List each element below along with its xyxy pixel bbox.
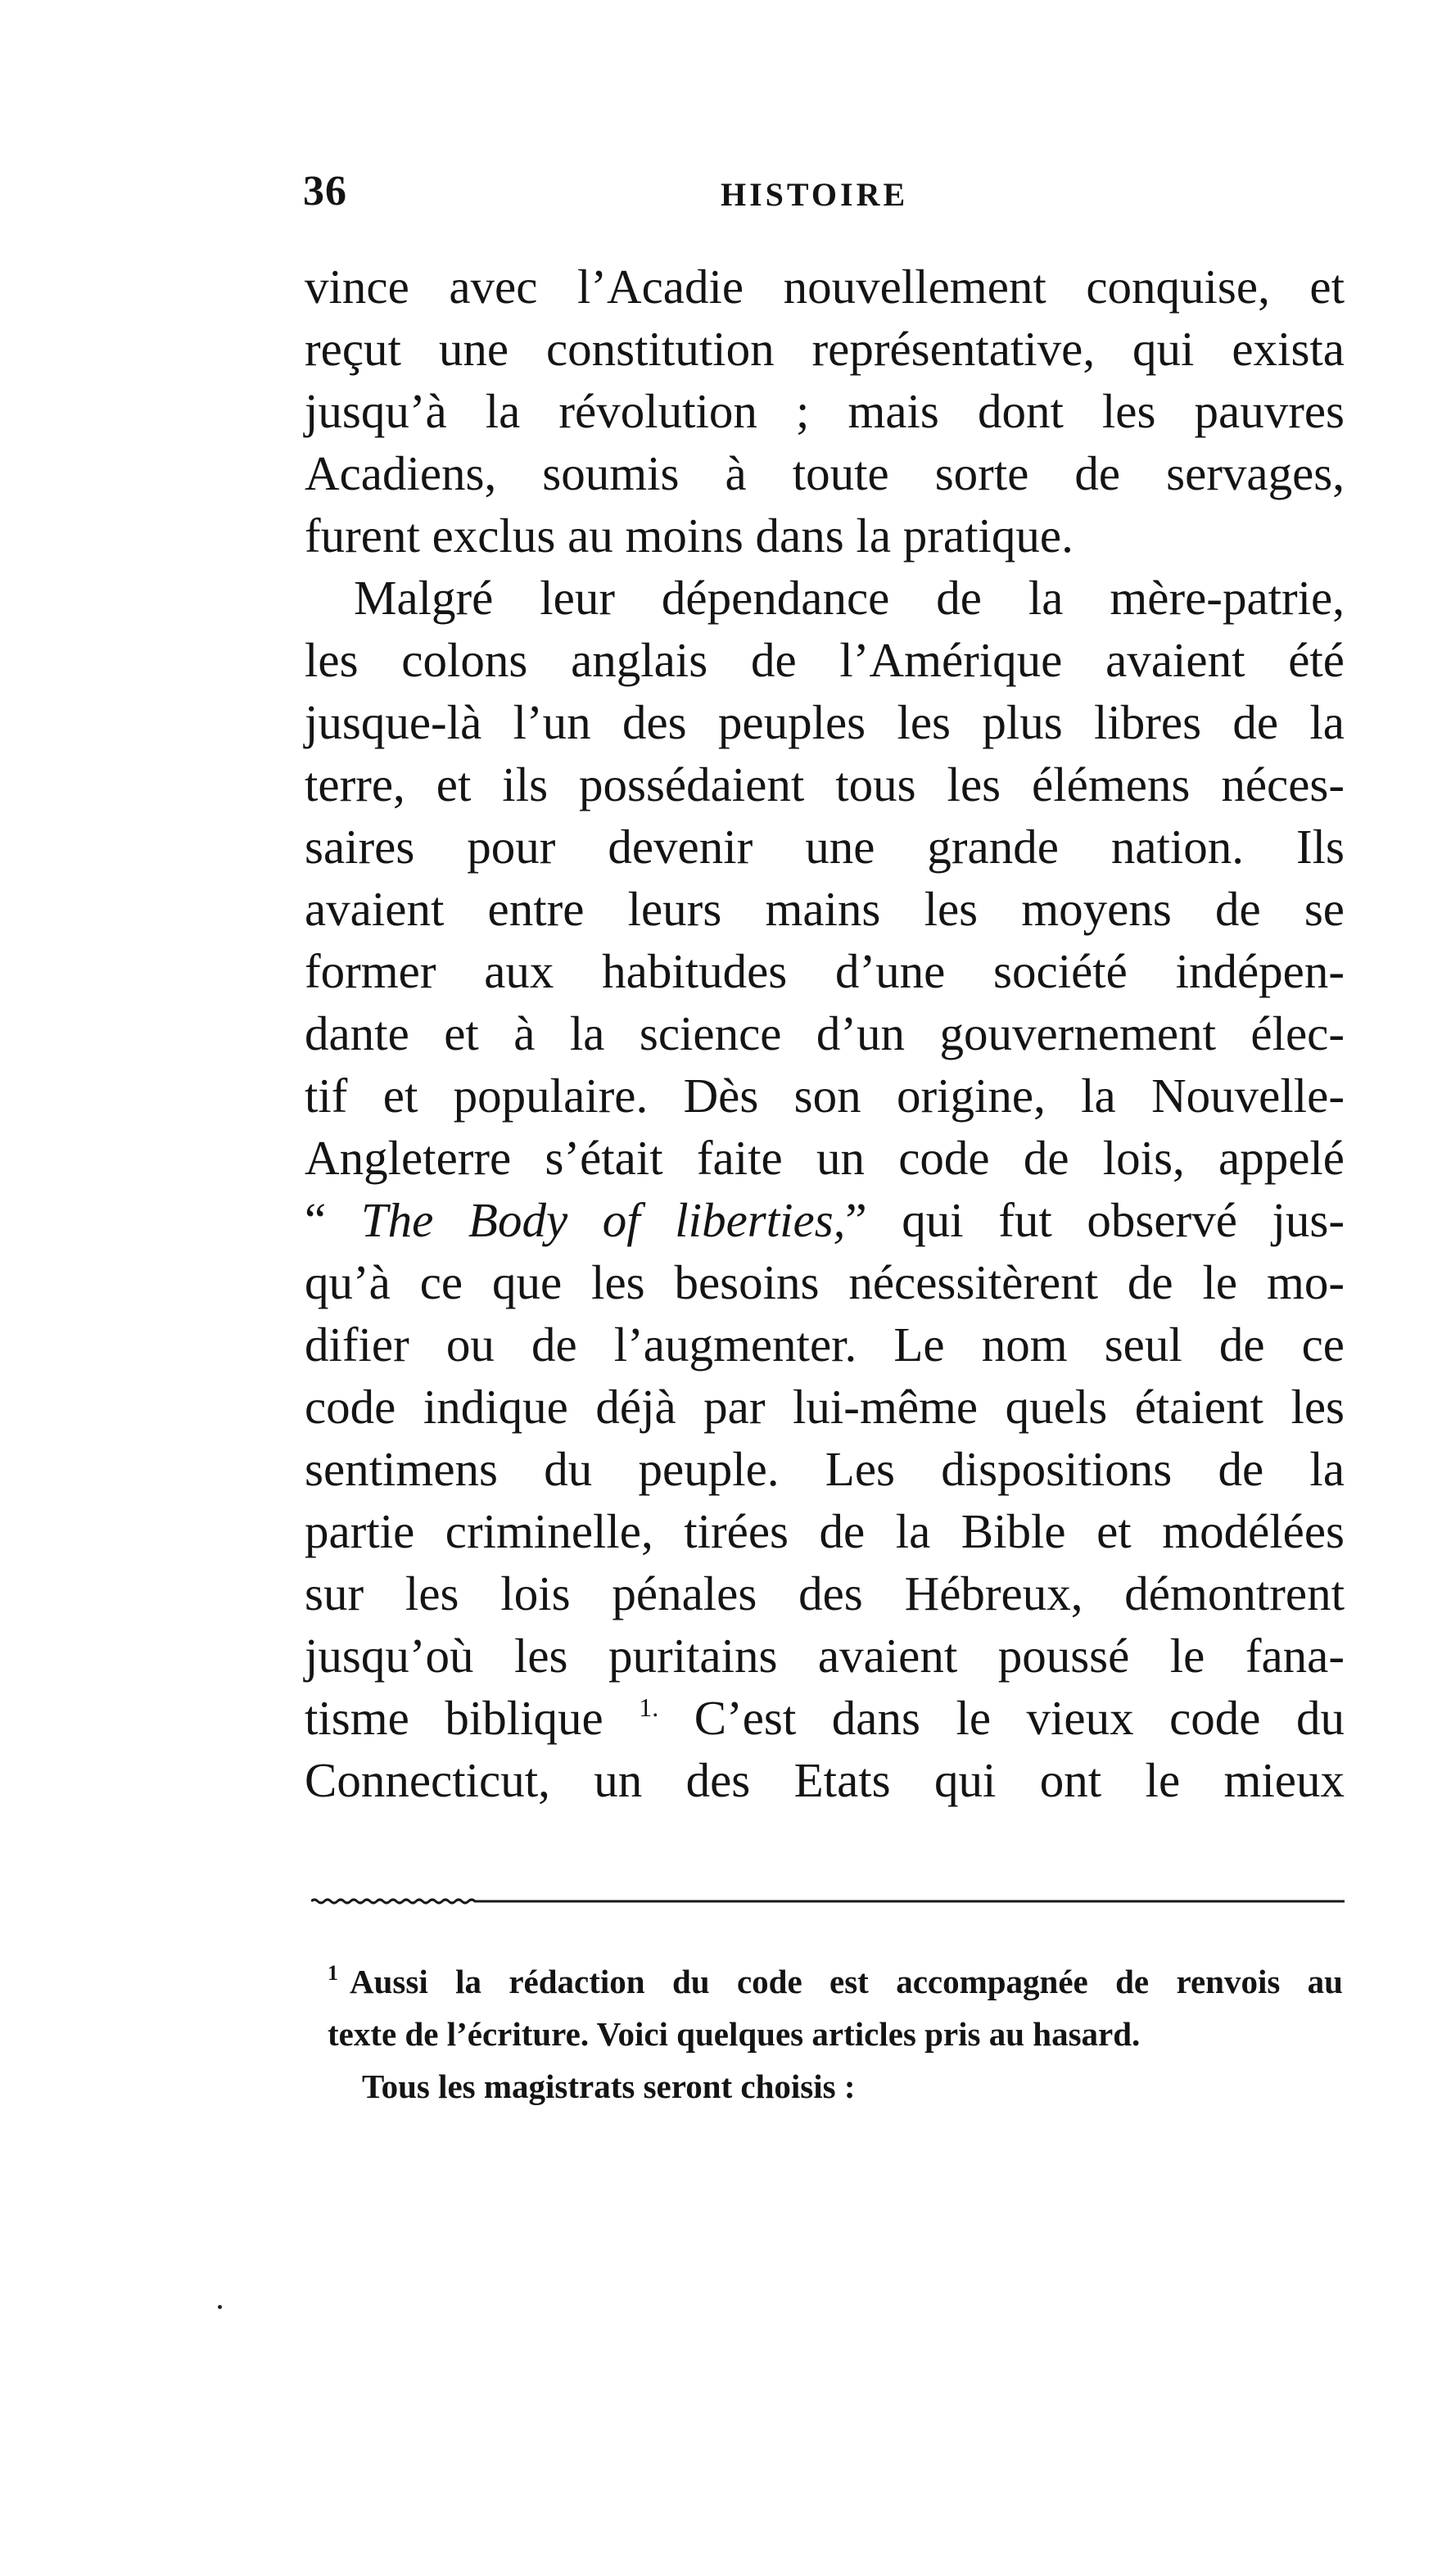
body-line: saires pour devenir une grande nation. Ils <box>305 820 1345 874</box>
body-line: tif et populaire. Dès son origine, la Nouvelle- <box>305 1069 1345 1123</box>
body-line: jusqu’où les puritains avaient poussé le fana- <box>305 1629 1345 1683</box>
body-line: sentimens du peuple. Les dispositions de la <box>305 1442 1345 1496</box>
page-number: 36 <box>303 168 347 215</box>
body-line: jusque-là l’un des peuples les plus libres de la <box>305 695 1345 749</box>
body-line: reçut une constitution représentative, qui exista <box>305 322 1345 376</box>
footnote-mark: 1 <box>328 1961 338 1985</box>
body-line-tail: C’est dans le vieux code du <box>694 1691 1345 1745</box>
body-line: vince avec l’Acadie nouvellement conquise, et <box>305 260 1345 314</box>
body-line: terre, et ils possédaient tous les élémens néces- <box>305 757 1345 811</box>
footnote-line: texte de l’écriture. Voici quelques articles pris au hasard. <box>328 2015 1141 2053</box>
body-line-tail: qui fut observé jus- <box>902 1193 1345 1247</box>
body-text <box>305 255 1345 1811</box>
body-line: les colons anglais de l’Amérique avaient été <box>305 633 1345 687</box>
running-head <box>303 167 1343 216</box>
footnote-line <box>328 1955 1343 2008</box>
body-line: Connecticut, un des Etats qui ont le mieux <box>305 1753 1345 1807</box>
body-line: Acadiens, soumis à toute sorte de servages, <box>305 446 1345 500</box>
body-line: jusqu’à la révolution ; mais dont les pauvres <box>305 384 1345 438</box>
body-line-footnote-ref <box>305 1687 1345 1749</box>
footnote-line: Tous les magistrats seront choisis : <box>362 2068 856 2105</box>
body-line: sur les lois pénales des Hébreux, démontrent <box>305 1566 1345 1620</box>
footnote-text: Aussi la rédaction du code est accompagnée de renvois au <box>350 1963 1343 2000</box>
body-line: furent exclus au moins dans la pratique. <box>305 508 1074 563</box>
body-line: former aux habitudes d’une société indépen- <box>305 944 1345 998</box>
body-line: Angleterre s’était faite un code de lois, appelé <box>305 1131 1345 1185</box>
body-line-quoted-title <box>305 1189 1345 1251</box>
footnote-rule <box>311 1898 1345 1905</box>
body-line: Malgré leur dépendance de la mère-patrie, <box>354 571 1345 625</box>
print-speck <box>218 2305 222 2309</box>
body-line: code indique déjà par lui-même quels étaient les <box>305 1380 1345 1434</box>
body-line: avaient entre leurs mains les moyens de se <box>305 882 1345 936</box>
body-line-head: tisme biblique <box>305 1691 603 1745</box>
italic-code-title: The Body of liberties, <box>360 1193 846 1247</box>
body-line: qu’à ce que les besoins nécessitèrent de le mo- <box>305 1255 1345 1309</box>
footnote-reference: 1. <box>639 1692 659 1722</box>
open-quote: “ <box>305 1193 327 1247</box>
close-quote: ” <box>845 1193 867 1247</box>
footnotes <box>328 1955 1343 2113</box>
body-line: partie criminelle, tirées de la Bible et modélées <box>305 1504 1345 1558</box>
running-title: HISTOIRE <box>721 176 909 213</box>
body-line: difier ou de l’augmenter. Le nom seul de ce <box>305 1317 1345 1372</box>
body-line: dante et à la science d’un gouvernement élec- <box>305 1006 1345 1060</box>
